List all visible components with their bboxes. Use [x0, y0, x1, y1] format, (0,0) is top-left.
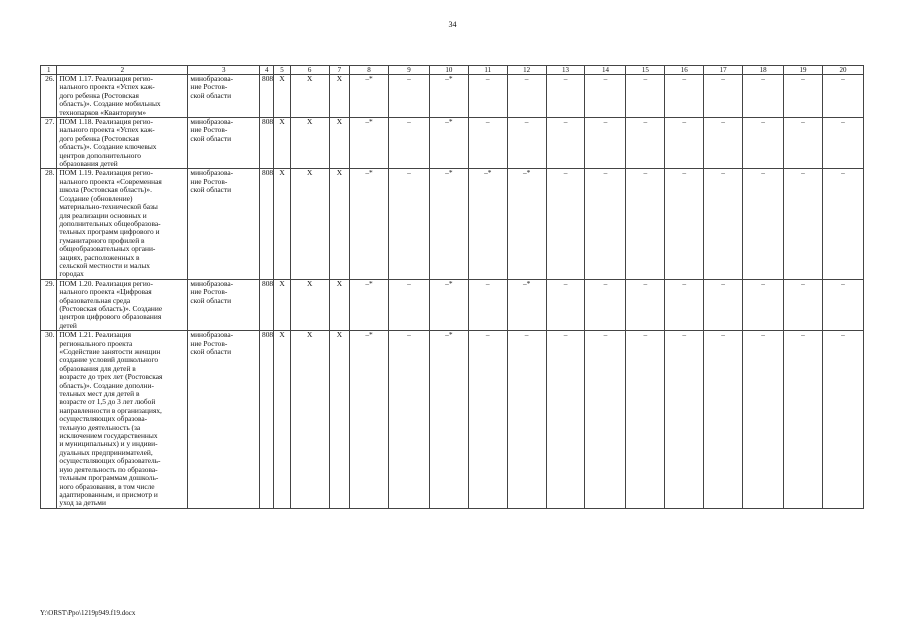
executor-line: ние Ростов-	[190, 125, 228, 135]
value-cell: Х	[274, 331, 290, 509]
column-number: 8	[350, 66, 389, 75]
measure-name-line: ПОМ 1.18. Реализация регио-	[59, 117, 153, 127]
value-cell: –	[784, 169, 823, 279]
value-cell: –	[546, 279, 585, 330]
measure-name	[57, 75, 188, 118]
table-body	[41, 66, 864, 509]
column-number: 5	[274, 66, 290, 75]
executor-line: ской области	[190, 185, 232, 195]
column-number: 1	[41, 66, 57, 75]
value-cell: –	[784, 118, 823, 169]
value-cell: –*	[507, 279, 546, 330]
value-cell: –*	[350, 75, 389, 118]
column-number-row	[41, 66, 864, 75]
measure-name-line: Создание (обновление)	[59, 193, 133, 203]
value-cell: –*	[429, 169, 468, 279]
measure-name-line: материально-технической базы	[59, 202, 158, 212]
column-number: 20	[822, 66, 863, 75]
budget-table	[40, 65, 864, 509]
measure-name-line: ПОМ 1.19. Реализация регио-	[59, 168, 153, 178]
measure-name-line: тельных мест для детей в	[59, 389, 140, 399]
measure-name-line: область)». Создание ключевых	[59, 142, 157, 152]
value-cell: Х	[329, 169, 349, 279]
measure-name-line: регионального проекта	[59, 338, 133, 348]
value-cell: 808	[260, 75, 274, 118]
value-cell: –	[546, 75, 585, 118]
value-cell: –	[665, 118, 704, 169]
executor-line: минобразова-	[190, 279, 234, 288]
column-number: 15	[626, 66, 665, 75]
value-cell: Х	[329, 118, 349, 169]
measure-name-line: уход за детьми	[59, 498, 106, 508]
table-row	[41, 169, 864, 279]
measure-name-line: ного образования, в том числе	[59, 481, 155, 491]
measure-name-line: образования для детей в	[59, 363, 136, 373]
executor-line: ской области	[190, 295, 232, 305]
value-cell: –	[546, 331, 585, 509]
value-cell: Х	[274, 118, 290, 169]
value-cell: –	[546, 169, 585, 279]
value-cell: –	[388, 331, 429, 509]
value-cell: –	[704, 279, 743, 330]
value-cell: –	[743, 279, 784, 330]
value-cell: 808	[260, 169, 274, 279]
column-number: 7	[329, 66, 349, 75]
measure-name-line: тельным программам дошколь-	[59, 473, 159, 483]
measure-name	[57, 169, 188, 279]
executor-line: ние Ростов-	[190, 338, 228, 348]
value-cell: –	[743, 331, 784, 509]
value-cell: –	[388, 169, 429, 279]
measure-name-line: осуществляющих образова-	[59, 414, 148, 424]
measure-name-line: дуальных предпринимателей,	[59, 447, 153, 457]
measure-name-line: зациях, расположенных в	[59, 252, 140, 262]
column-number: 11	[468, 66, 507, 75]
row-number: 30.	[41, 331, 57, 509]
value-cell: –	[822, 75, 863, 118]
column-number: 12	[507, 66, 546, 75]
table-row	[41, 118, 864, 169]
measure-name-line: возрасте от 1,5 до 3 лет любой	[59, 397, 156, 407]
column-number: 6	[290, 66, 329, 75]
value-cell: –	[585, 118, 626, 169]
value-cell: –	[743, 169, 784, 279]
value-cell: –*	[350, 279, 389, 330]
value-cell: –	[388, 75, 429, 118]
measure-name-line: исключением государственных	[59, 431, 158, 441]
measure-name-line: ПОМ 1.21. Реализация	[59, 330, 131, 340]
measure-name-line: ПОМ 1.20. Реализация регио-	[59, 279, 153, 288]
executor	[188, 279, 260, 330]
value-cell: –	[743, 118, 784, 169]
column-number: 16	[665, 66, 704, 75]
value-cell: –	[626, 75, 665, 118]
value-cell: Х	[290, 279, 329, 330]
value-cell: –	[388, 279, 429, 330]
measure-name-line: школа (Ростовская область)».	[59, 185, 152, 195]
value-cell: –	[468, 331, 507, 509]
executor	[188, 331, 260, 509]
measure-name-line: область)». Создание дополни-	[59, 380, 154, 390]
row-number: 29.	[41, 279, 57, 330]
value-cell: –	[822, 331, 863, 509]
value-cell: Х	[290, 169, 329, 279]
measure-name-line: направленности в организациях,	[59, 405, 162, 415]
value-cell: –	[585, 331, 626, 509]
value-cell: –	[784, 75, 823, 118]
value-cell: –	[507, 118, 546, 169]
measure-name	[57, 118, 188, 169]
value-cell: –	[704, 118, 743, 169]
value-cell: –	[468, 279, 507, 330]
value-cell: –	[468, 75, 507, 118]
value-cell: Х	[274, 169, 290, 279]
measure-name-line: общеобразовательных органи-	[59, 244, 156, 254]
value-cell: –	[822, 279, 863, 330]
value-cell: –*	[429, 331, 468, 509]
measure-name-line: (Ростовская область)». Создание	[59, 303, 163, 313]
table-row	[41, 75, 864, 118]
value-cell: Х	[290, 331, 329, 509]
executor-line: ние Ростов-	[190, 176, 228, 186]
executor-line: ние Ростов-	[190, 82, 228, 92]
measure-name-line: нального проекта «Цифровая	[59, 287, 152, 297]
value-cell: –	[665, 75, 704, 118]
row-number: 26.	[41, 75, 57, 118]
table-row	[41, 279, 864, 330]
row-number: 27.	[41, 118, 57, 169]
measure-name-line: технопарков «Кванториум»	[59, 107, 147, 117]
measure-name-line: тельную деятельность (за	[59, 422, 141, 432]
measure-name-line: образовательная среда	[59, 295, 131, 305]
measure-name	[57, 279, 188, 330]
measure-name-line: дого ребенка (Ростовская	[59, 133, 139, 143]
value-cell: –	[507, 75, 546, 118]
measure-name-line: ПОМ 1.17. Реализация регио-	[59, 74, 153, 83]
value-cell: –*	[507, 169, 546, 279]
row-number: 28.	[41, 169, 57, 279]
executor-line: ской области	[190, 90, 232, 100]
value-cell: Х	[290, 75, 329, 118]
executor	[188, 169, 260, 279]
value-cell: –	[822, 169, 863, 279]
value-cell: –	[468, 118, 507, 169]
value-cell: –	[585, 75, 626, 118]
value-cell: –	[546, 118, 585, 169]
column-number: 18	[743, 66, 784, 75]
value-cell: –*	[429, 75, 468, 118]
value-cell: Х	[274, 75, 290, 118]
value-cell: 808	[260, 331, 274, 509]
measure-name-line: нального проекта «Современная	[59, 176, 162, 186]
value-cell: –	[704, 75, 743, 118]
value-cell: 808	[260, 279, 274, 330]
executor-line: минобразова-	[190, 117, 234, 127]
value-cell: –*	[350, 331, 389, 509]
value-cell: Х	[329, 75, 349, 118]
column-number: 19	[784, 66, 823, 75]
measure-name-line: возрасте до трех лет (Ростовская	[59, 372, 163, 382]
measure-name-line: центров цифрового образования	[59, 312, 162, 322]
value-cell: –	[822, 118, 863, 169]
value-cell: –*	[350, 118, 389, 169]
executor	[188, 118, 260, 169]
column-number: 4	[260, 66, 274, 75]
value-cell: –	[743, 75, 784, 118]
value-cell: –*	[468, 169, 507, 279]
measure-name-line: ную деятельность по образова-	[59, 464, 158, 474]
measure-name-line: для реализации основных и	[59, 210, 147, 220]
value-cell: –	[784, 279, 823, 330]
executor-line: ние Ростов-	[190, 287, 228, 297]
measure-name-line: и муниципальных) и у индиви-	[59, 439, 158, 449]
executor-line: минобразова-	[190, 74, 234, 83]
value-cell: –	[704, 169, 743, 279]
value-cell: Х	[329, 279, 349, 330]
value-cell: –	[626, 169, 665, 279]
measure-name	[57, 331, 188, 509]
measure-name-line: дого ребенка (Ростовская	[59, 90, 139, 100]
value-cell: –	[704, 331, 743, 509]
column-number: 13	[546, 66, 585, 75]
measure-name-line: осуществляющих образователь-	[59, 456, 161, 466]
measure-name-line: дополнительных общеобразова-	[59, 218, 161, 228]
value-cell: Х	[329, 331, 349, 509]
value-cell: –	[626, 118, 665, 169]
measure-name-line: городах	[59, 269, 84, 279]
measure-name-line: адаптированным, и присмотр и	[59, 489, 158, 499]
column-number: 14	[585, 66, 626, 75]
page-number: 34	[448, 20, 457, 29]
measure-name-line: детей	[59, 320, 77, 330]
value-cell: –	[585, 169, 626, 279]
measure-name-line: создание условий дошкольного	[59, 355, 159, 365]
executor	[188, 75, 260, 118]
value-cell: –	[626, 331, 665, 509]
value-cell: –	[665, 169, 704, 279]
value-cell: –	[784, 331, 823, 509]
value-cell: –	[626, 279, 665, 330]
value-cell: –*	[350, 169, 389, 279]
value-cell: Х	[274, 279, 290, 330]
measure-name-line: гуманитарного профилей в	[59, 235, 145, 245]
measure-name-line: сельской местности и малых	[59, 260, 151, 270]
column-number: 10	[429, 66, 468, 75]
measure-name-line: нального проекта «Успех каж-	[59, 82, 155, 92]
value-cell: –*	[429, 118, 468, 169]
executor-line: ской области	[190, 347, 232, 356]
measure-name-line: тельных программ цифрового и	[59, 227, 160, 237]
measure-name-line: образования детей	[59, 159, 118, 169]
measure-name-line: область)». Создание мобильных	[59, 99, 161, 109]
executor-line: минобразова-	[190, 330, 234, 340]
column-number: 9	[388, 66, 429, 75]
measure-name-line: «Содействие занятости женщин	[59, 347, 161, 356]
value-cell: 808	[260, 118, 274, 169]
value-cell: Х	[290, 118, 329, 169]
value-cell: –	[665, 331, 704, 509]
table-row	[41, 331, 864, 509]
executor-line: ской области	[190, 133, 232, 143]
measure-name-line: центров дополнительного	[59, 150, 141, 160]
value-cell: –*	[429, 279, 468, 330]
value-cell: –	[388, 118, 429, 169]
value-cell: –	[507, 331, 546, 509]
column-number: 2	[57, 66, 188, 75]
value-cell: –	[585, 279, 626, 330]
value-cell: –	[665, 279, 704, 330]
measure-name-line: нального проекта «Успех каж-	[59, 125, 155, 135]
column-number: 17	[704, 66, 743, 75]
column-number: 3	[188, 66, 260, 75]
executor-line: минобразова-	[190, 168, 234, 178]
footer-file-path: Y:\ORST\Ppo\1219p949.f19.docx	[40, 609, 136, 617]
